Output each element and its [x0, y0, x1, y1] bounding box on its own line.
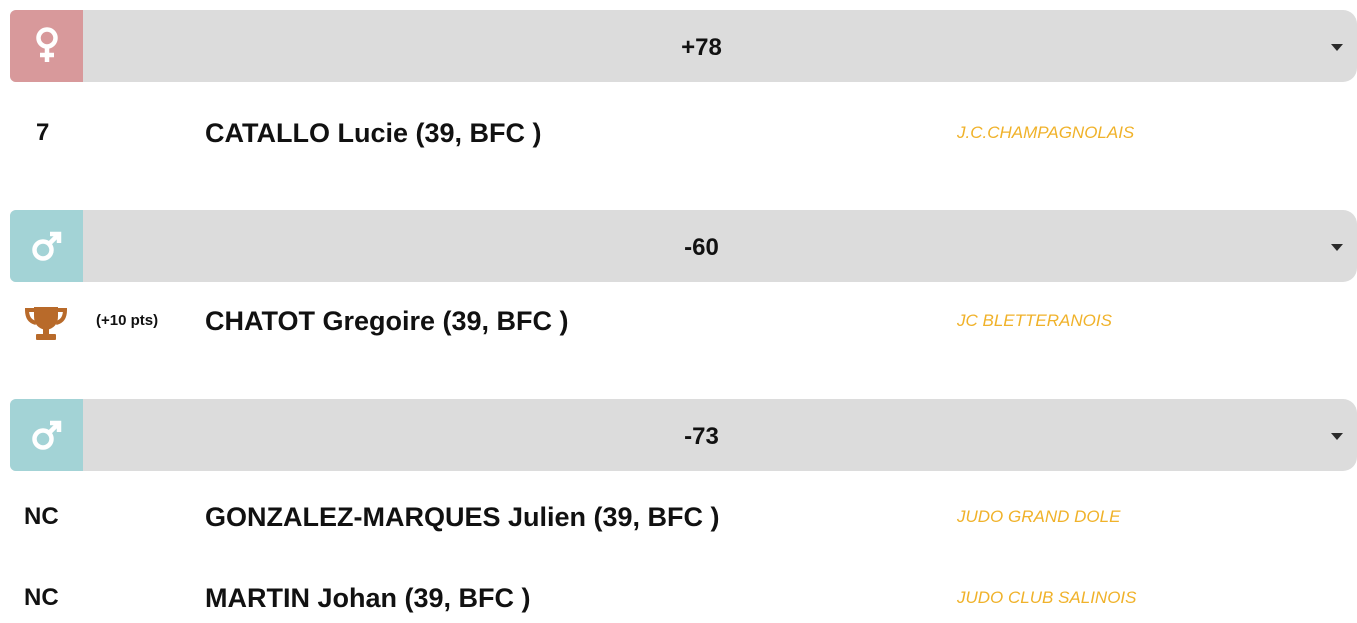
trophy-icon: [24, 304, 68, 342]
athlete-name: MARTIN Johan (39, BFC ): [205, 583, 531, 613]
rank: NC: [24, 503, 59, 530]
result-row: [0, 573, 1357, 623]
category-weight-title: -73: [684, 423, 719, 450]
category-header-minus73[interactable]: [10, 399, 1357, 471]
athlete-name: CATALLO Lucie (39, BFC ): [205, 118, 542, 148]
rank: 7: [36, 119, 50, 146]
club-name: J.C.CHAMPAGNOLAIS: [957, 123, 1135, 142]
club-name: JUDO GRAND DOLE: [957, 507, 1121, 526]
chevron-down-icon[interactable]: [1331, 244, 1343, 251]
category-weight-title: -60: [684, 234, 719, 261]
result-row: [0, 492, 1357, 542]
category-header-minus60[interactable]: [10, 210, 1357, 282]
chevron-down-icon[interactable]: [1331, 433, 1343, 440]
club-name: JC BLETTERANOIS: [957, 311, 1112, 330]
club-name: JUDO CLUB SALINOIS: [957, 588, 1137, 607]
result-row: [0, 108, 1357, 158]
category-header-plus78[interactable]: [10, 10, 1357, 82]
athlete-name: GONZALEZ-MARQUES Julien (39, BFC ): [205, 502, 720, 532]
result-row: [0, 296, 1357, 346]
rank: NC: [24, 584, 59, 611]
category-weight-title: +78: [681, 34, 722, 61]
points-awarded: (+10 pts): [96, 312, 159, 329]
chevron-down-icon[interactable]: [1331, 44, 1343, 51]
athlete-name: CHATOT Gregoire (39, BFC ): [205, 306, 569, 336]
